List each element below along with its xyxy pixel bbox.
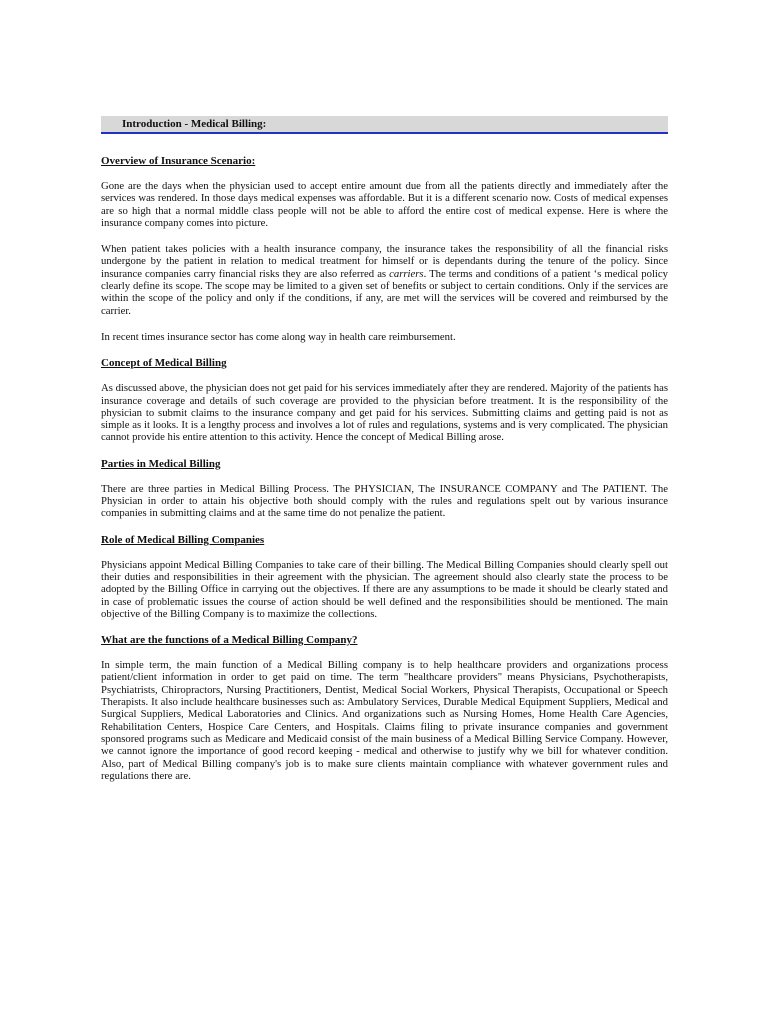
- section-heading: What are the functions of a Medical Billing Company?: [101, 634, 358, 647]
- paragraph: Gone are the days when the physician used to accept entire amount due from all the patients directly and immediately after the services was rendered. In those days medical expenses was affordable. But it is a different scenario now. Costs of medical expenses are so high that a normal middle class people will not be able to afford the entire cost of medical expense. Here is where the insurance company comes into picture.: [101, 180, 668, 229]
- paragraph: In simple term, the main function of a Medical Billing company is to help healthcare providers and organizations process patient/client information in order to get paid on time. The term "healthcare providers" means Physicians, Psychotherapists, Psychiatrists, Chiropractors, Nursing Practitioners, Dentist, Medical Social Workers, Physical Therapists, Occupational or Speech Therapists. It also include healthcare businesses such as: Ambulatory Services, Durable Medical Equipment Suppliers, Medical and Surgical Suppliers, Medical Laboratories and Clinics. And organizations such as Nursing Homes, Home Health Care Agencies, Rehabilitation Centers, Hospice Care Centers, and Hospitals. Claims filing to private insurance companies and government sponsored programs such as Medicare and Medicaid consist of the main business of a Medical Billing Service Company. However, we cannot ignore the importance of good record keeping - medical and otherwise to justify why we bill for whatever condition. Also, part of Medical Billing company's job is to make sure clients maintain compliance with whatever government rules and regulations there are.: [101, 659, 668, 782]
- paragraph: As discussed above, the physician does not get paid for his services immediately after they are rendered. Majority of the patients has insurance coverage and details of such coverage are provided to the physician before treatment. It is the responsibility of the physician to submit claims to the insurance company and get paid for his services. Submitting claims and getting paid is not as simple as it looks. It is a lengthy process and involves a lot of rules and regulations, systems and is very complicated. The physician cannot provide his entire attention to this activity. Hence the concept of Medical Billing arose.: [101, 382, 668, 444]
- paragraph-text: When patient takes policies with a health insurance company, the insurance takes the responsibility of all the financial risks undergone by the patient in relation to medical treatment for himself or is dependants during the tenure of the policy. Since insurance companies carry financial risks they are also referred as: [101, 243, 668, 280]
- paragraph: In recent times insurance sector has come along way in health care reimbursement.: [101, 330, 456, 343]
- section-overview: [101, 155, 668, 343]
- section-parties: [101, 458, 668, 520]
- paragraph: [101, 243, 668, 317]
- document-title: Introduction - Medical Billing:: [101, 116, 668, 134]
- section-heading: Concept of Medical Billing: [101, 357, 227, 370]
- paragraph: There are three parties in Medical Billing Process. The PHYSICIAN, The INSURANCE COMPANY and The PATIENT. The Physician in order to attain his objective both should comply with the rules and regulations spelt out by various insurance companies in submitting claims and at the same time do not penalize the patient.: [101, 482, 668, 520]
- italic-term: carriers: [389, 267, 424, 280]
- document-page: [101, 116, 668, 796]
- section-heading: Parties in Medical Billing: [101, 457, 221, 470]
- section-concept: [101, 357, 668, 443]
- section-role: [101, 534, 668, 620]
- section-heading: Role of Medical Billing Companies: [101, 533, 265, 546]
- paragraph-text: . The terms and conditions of a patient ‘s medical policy clearly define its scope. The scope may be limited to a given set of benefits or subject to certain conditions. Only if the services are within the scope of the policy and only if the conditions, if any, are met will the services will be covered and reimbursed by the carrier.: [101, 267, 668, 317]
- paragraph: Physicians appoint Medical Billing Companies to take care of their billing. The Medical Billing Companies should clearly spell out their duties and responsibilities in their agreement with the physician. The agreement should also clearly state the process to be adopted by the Billing Office in carrying out the objectives. If there are any assumptions to be made it should be clearly stated and in case of problematic issues the course of action should be well defined and the responsibilities should be mentioned. The main objective of the Billing Company is to maximize the collections.: [101, 558, 668, 620]
- section-functions: [101, 634, 668, 782]
- section-heading: Overview of Insurance Scenario:: [101, 155, 256, 167]
